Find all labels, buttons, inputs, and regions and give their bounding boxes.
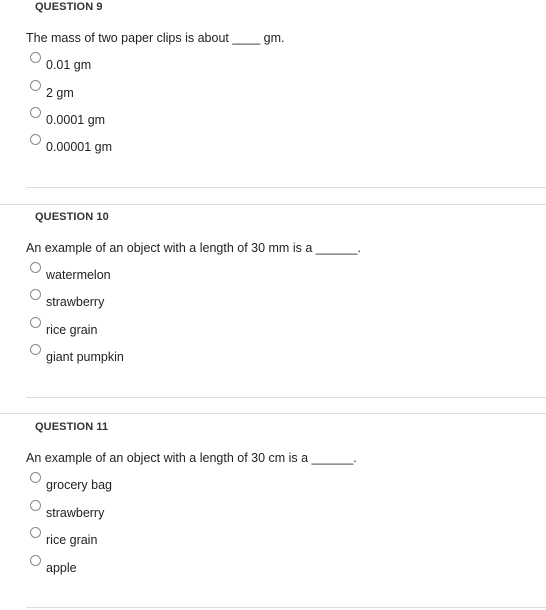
option-label[interactable]: strawberry — [46, 295, 105, 309]
option-label[interactable]: giant pumpkin — [46, 350, 124, 364]
question-header: QUESTION 9 — [35, 1, 103, 13]
question-text: An example of an object with a length of 30 cm is a ______. — [26, 451, 357, 465]
question-divider — [26, 607, 546, 608]
option-label[interactable]: rice grain — [46, 323, 98, 337]
radio-button[interactable] — [30, 52, 41, 63]
option-label[interactable]: strawberry — [46, 506, 105, 520]
question-header: QUESTION 11 — [35, 421, 109, 433]
radio-button[interactable] — [30, 555, 41, 566]
option-label[interactable]: apple — [46, 561, 77, 575]
option-label[interactable]: 2 gm — [46, 86, 74, 100]
option-label[interactable]: watermelon — [46, 268, 111, 282]
radio-button[interactable] — [30, 472, 41, 483]
radio-button[interactable] — [30, 500, 41, 511]
option-label[interactable]: 0.0001 gm — [46, 113, 106, 127]
radio-button[interactable] — [30, 344, 41, 355]
radio-button[interactable] — [30, 289, 41, 300]
option-label[interactable]: rice grain — [46, 533, 98, 547]
question-text: The mass of two paper clips is about ____ gm. — [26, 31, 285, 45]
question-divider — [26, 187, 546, 188]
question-text: An example of an object with a length of 30 mm is a ______. — [26, 241, 361, 255]
question-divider — [26, 397, 546, 398]
radio-button[interactable] — [30, 107, 41, 118]
option-label[interactable]: 0.01 gm — [46, 58, 92, 72]
radio-button[interactable] — [30, 527, 41, 538]
section-divider — [0, 204, 546, 205]
radio-button[interactable] — [30, 80, 41, 91]
radio-button[interactable] — [30, 262, 41, 273]
question-header: QUESTION 10 — [35, 211, 109, 223]
radio-button[interactable] — [30, 317, 41, 328]
radio-button[interactable] — [30, 134, 41, 145]
option-label[interactable]: 0.00001 gm — [46, 140, 113, 154]
section-divider — [0, 413, 546, 414]
option-label[interactable]: grocery bag — [46, 478, 113, 492]
